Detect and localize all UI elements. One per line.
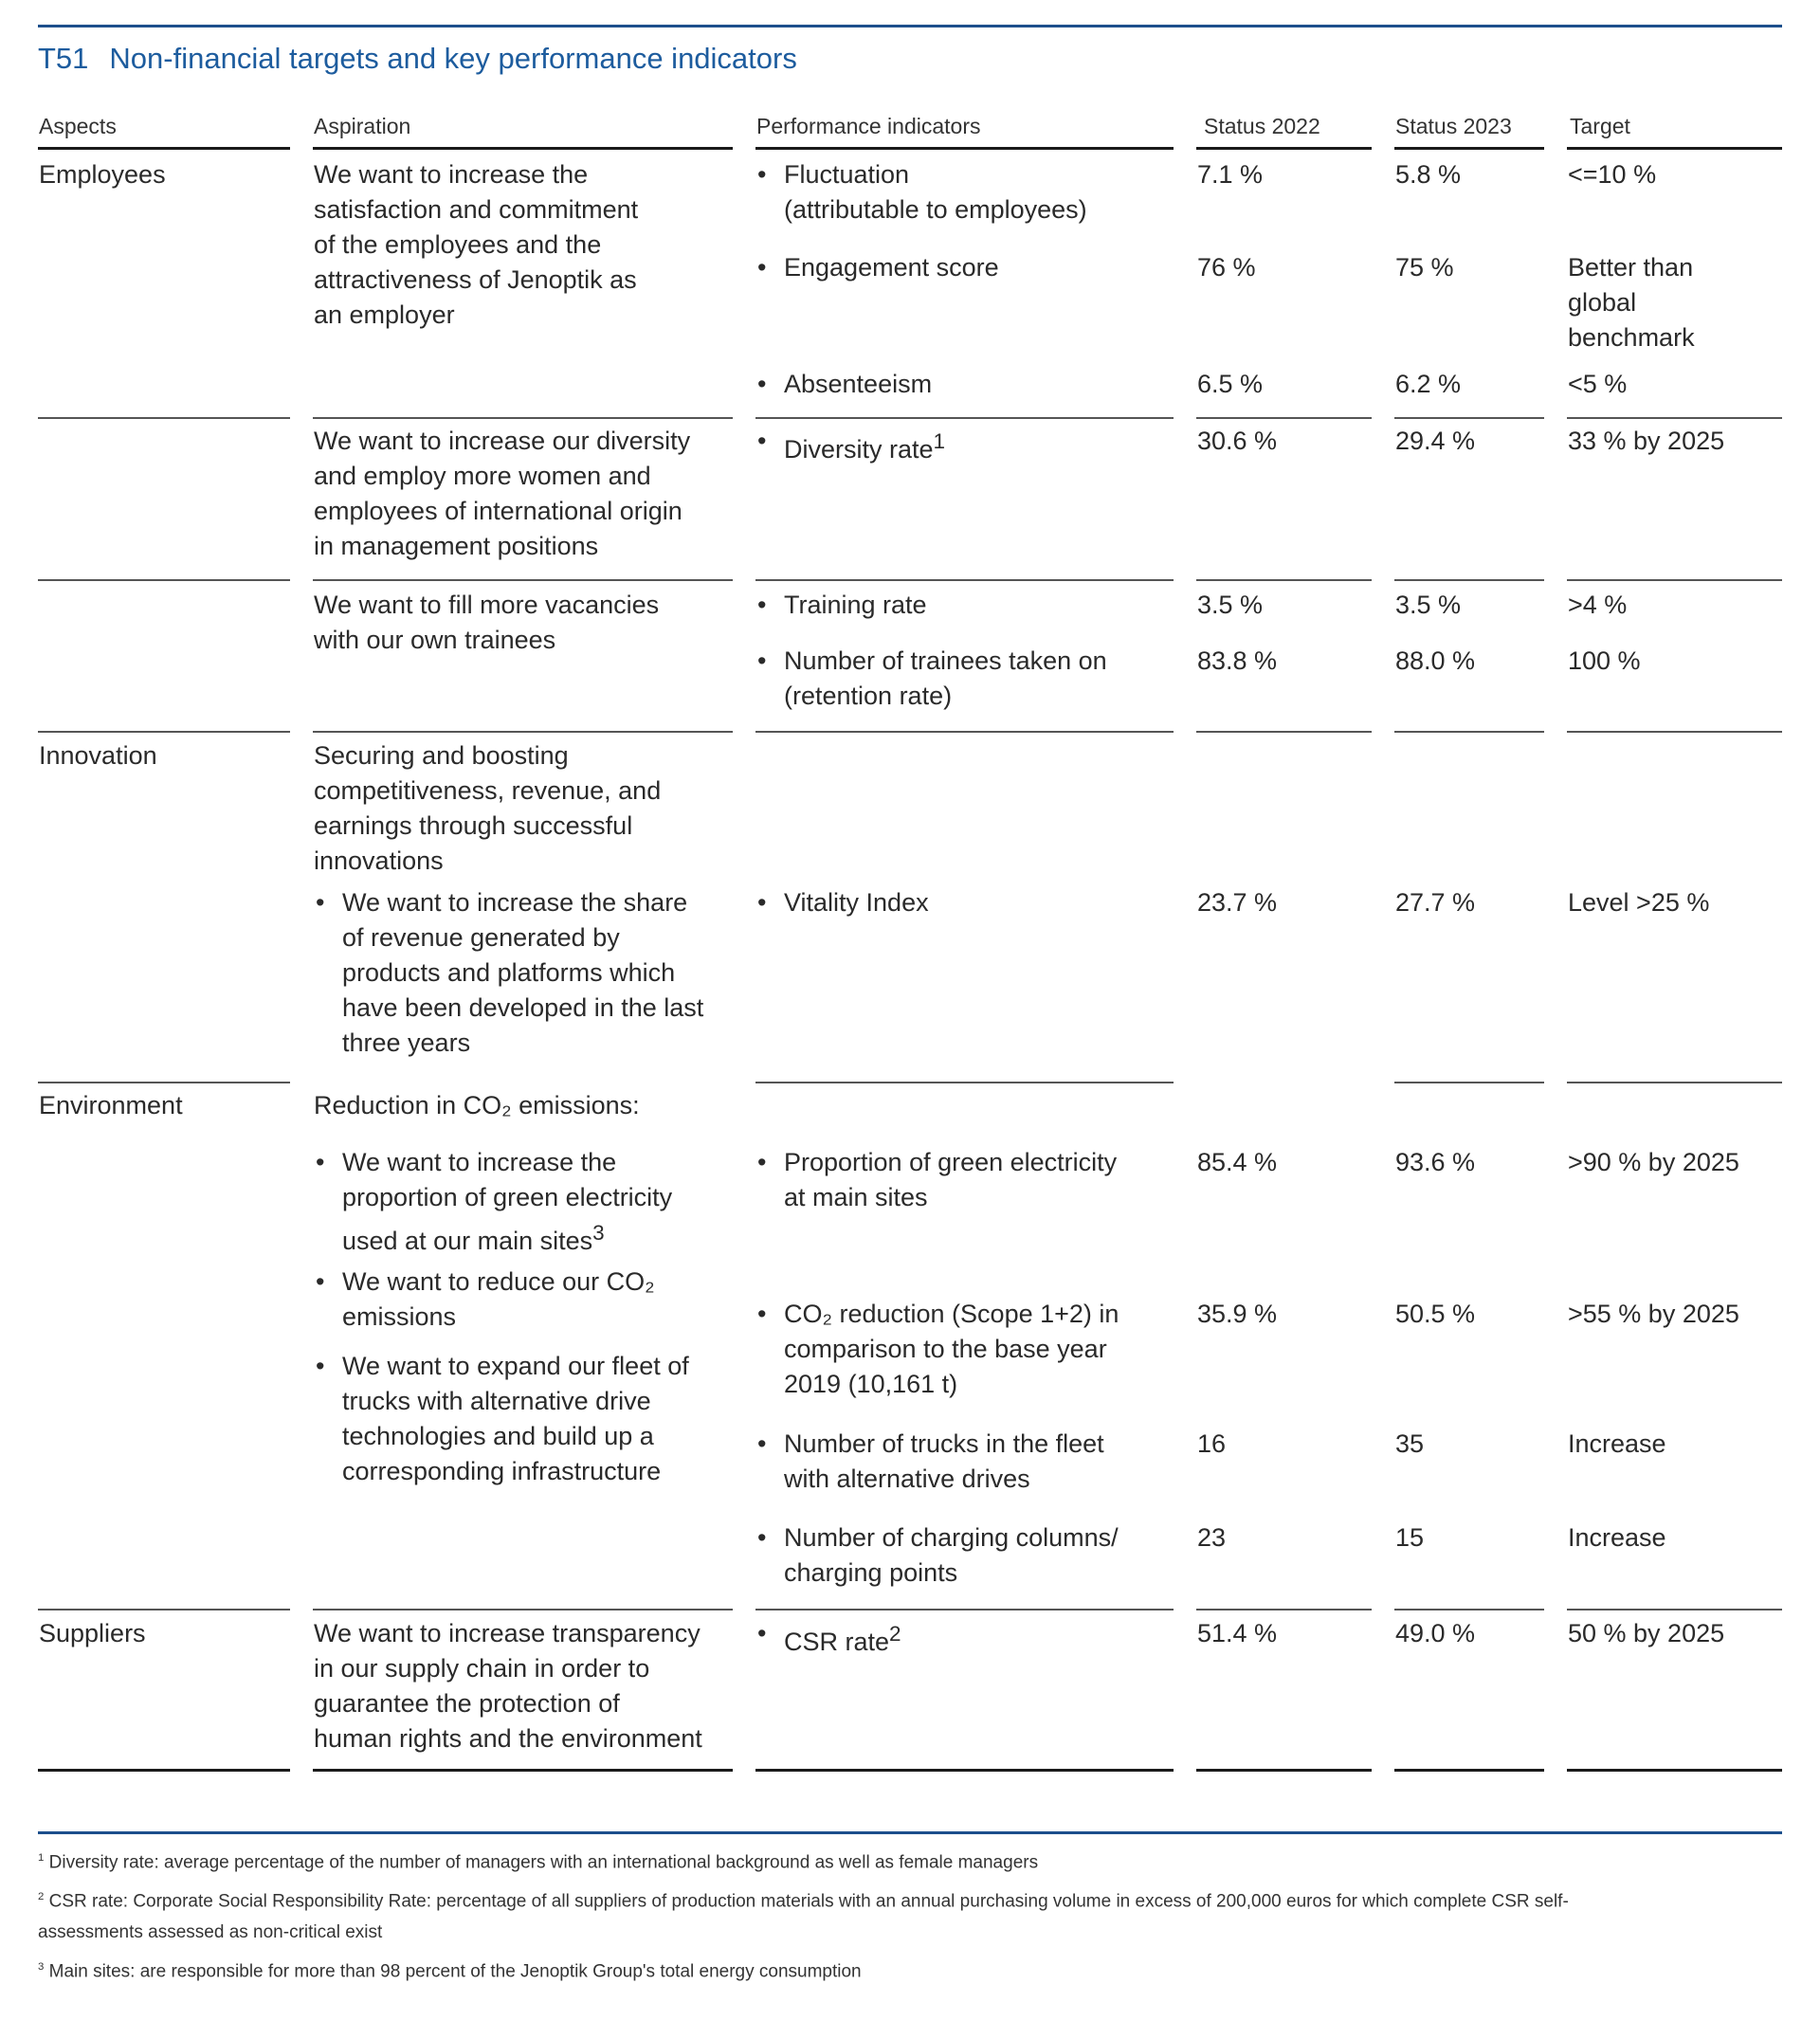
kpi-trucks: • Number of trucks in the fleet with alternative drives <box>784 1427 1104 1497</box>
footnote-3-text: Main sites: are responsible for more than 98 percent of the Jenoptik Group's total energy consumption <box>48 1961 862 1982</box>
kpi-vitality-index: • Vitality Index <box>784 885 929 920</box>
table-bottom-rule <box>755 1769 1174 1772</box>
row-divider <box>38 1609 290 1611</box>
row-divider <box>1567 1609 1782 1611</box>
aspiration-suppliers: We want to increase transparency in our supply chain in order to guarantee the protection of human rights and the environment <box>314 1619 702 1753</box>
table-code: T51 <box>38 42 89 75</box>
diversity-2023: 29.4 % <box>1395 427 1476 455</box>
aspect-environment: Environment <box>39 1091 183 1119</box>
vitality-2023: 27.7 % <box>1395 888 1476 917</box>
row-divider <box>1196 579 1372 581</box>
retention-target: 100 % <box>1568 646 1641 675</box>
footnote-2 <box>38 1882 1744 1948</box>
row-divider <box>1567 731 1782 733</box>
innovation-bullet: • We want to increase the share of revenue generated by products and platforms which have been developed in the last three years <box>342 885 703 1061</box>
kpi-green-electricity: • Proportion of green electricity at main sites <box>784 1145 1117 1215</box>
row-divider <box>1567 579 1782 581</box>
table-title <box>38 42 797 76</box>
green-electricity-2023: 93.6 % <box>1395 1148 1476 1176</box>
footnote-ref-1: 1 <box>933 429 946 453</box>
row-divider <box>1196 1609 1372 1611</box>
table-bottom-rule <box>1196 1769 1372 1772</box>
row-divider <box>755 1082 1174 1083</box>
footnote-2-number: 2 <box>38 1891 45 1902</box>
fluctuation-target: <=10 % <box>1568 160 1657 189</box>
header-aspiration: Aspiration <box>314 114 411 138</box>
diversity-2022: 30.6 % <box>1197 427 1278 455</box>
row-divider <box>38 1082 290 1083</box>
table-bottom-rule <box>38 1769 290 1772</box>
kpi-csr-rate <box>784 1616 901 1660</box>
absenteeism-2022: 6.5 % <box>1197 370 1264 398</box>
row-divider <box>313 1609 733 1611</box>
row-divider <box>1196 417 1372 419</box>
footnote-3-number: 3 <box>38 1961 45 1973</box>
diversity-rate-label: Diversity rate <box>784 435 934 464</box>
co2-2023: 50.5 % <box>1395 1300 1476 1328</box>
kpi-fluctuation: • Fluctuation (attributable to employees) <box>784 157 1087 227</box>
row-divider <box>755 417 1174 419</box>
kpi-absenteeism: • Absenteeism <box>784 367 932 402</box>
row-divider <box>1567 1082 1782 1083</box>
trucks-2022: 16 <box>1197 1429 1227 1458</box>
kpi-engagement: • Engagement score <box>784 250 999 285</box>
row-divider <box>755 731 1174 733</box>
header-status-2023: Status 2023 <box>1395 114 1512 138</box>
engagement-2022: 76 % <box>1197 253 1256 282</box>
csr-target: 50 % by 2025 <box>1568 1619 1725 1647</box>
table-bottom-rule <box>1394 1769 1544 1772</box>
header-rule <box>1394 147 1544 150</box>
engagement-target: Better than global benchmark <box>1568 253 1695 352</box>
row-divider <box>1394 579 1544 581</box>
kpi-co2-reduction: • CO₂ reduction (Scope 1+2) in comparison to the base year 2019 (10,161 t) <box>784 1297 1119 1402</box>
footnote-1-text: Diversity rate: average percentage of the number of managers with an international background as well as female managers <box>48 1852 1039 1873</box>
absenteeism-2023: 6.2 % <box>1395 370 1462 398</box>
vitality-target: Level >25 % <box>1568 888 1710 917</box>
row-divider <box>1196 731 1372 733</box>
retention-2022: 83.8 % <box>1197 646 1278 675</box>
fluctuation-2022: 7.1 % <box>1197 160 1264 189</box>
header-status-2022: Status 2022 <box>1204 114 1320 138</box>
aspiration-diversity: We want to increase our diversity and employ more women and employees of international origin in management positions <box>314 427 691 560</box>
charging-2022: 23 <box>1197 1523 1227 1552</box>
kpi-trainees-retention: • Number of trainees taken on (retention rate) <box>784 644 1107 714</box>
environment-bullet-green-electricity <box>342 1145 672 1259</box>
diversity-target: 33 % by 2025 <box>1568 427 1725 455</box>
footnote-3 <box>38 1952 1744 1987</box>
footnote-ref-3: 3 <box>592 1221 605 1245</box>
kpi-training-rate: • Training rate <box>784 588 927 623</box>
training-2022: 3.5 % <box>1197 591 1264 619</box>
csr-2022: 51.4 % <box>1197 1619 1278 1647</box>
footnote-2-text: CSR rate: Corporate Social Responsibility Rate: percentage of all suppliers of production materials with an annual purchasing volume in excess of 200,000 euros for which complete CSR self- assessments assessed as non-critical exist <box>38 1891 1569 1943</box>
green-electricity-text: We want to increase the proportion of green electricity used at our main sites <box>342 1148 673 1255</box>
absenteeism-target: <5 % <box>1568 370 1628 398</box>
row-divider <box>1394 731 1544 733</box>
row-divider <box>313 579 733 581</box>
header-aspects: Aspects <box>39 114 117 138</box>
row-divider <box>1394 417 1544 419</box>
csr-2023: 49.0 % <box>1395 1619 1476 1647</box>
row-divider <box>755 579 1174 581</box>
training-target: >4 % <box>1568 591 1628 619</box>
csr-rate-label: CSR rate <box>784 1628 890 1656</box>
header-rule <box>38 147 290 150</box>
footnote-1 <box>38 1843 1744 1878</box>
retention-2023: 88.0 % <box>1395 646 1476 675</box>
row-divider <box>38 417 290 419</box>
header-rule <box>1196 147 1372 150</box>
engagement-2023: 75 % <box>1395 253 1454 282</box>
trucks-2023: 35 <box>1395 1429 1425 1458</box>
header-rule <box>1567 147 1782 150</box>
kpi-charging-points: • Number of charging columns/ charging points <box>784 1520 1119 1591</box>
row-divider <box>313 417 733 419</box>
header-indicators: Performance indicators <box>756 114 981 138</box>
aspiration-environment: Reduction in CO₂ emissions: <box>314 1091 640 1119</box>
header-rule <box>755 147 1174 150</box>
vitality-2022: 23.7 % <box>1197 888 1278 917</box>
charging-2023: 15 <box>1395 1523 1425 1552</box>
row-divider <box>313 731 733 733</box>
footnote-ref-2: 2 <box>889 1622 901 1646</box>
footnote-rule <box>38 1831 1782 1834</box>
aspiration-innovation: Securing and boosting competitiveness, revenue, and earnings through successful innovations <box>314 741 662 875</box>
row-divider <box>755 1609 1174 1611</box>
table-bottom-rule <box>313 1769 733 1772</box>
row-divider <box>1394 1609 1544 1611</box>
header-target: Target <box>1570 114 1630 138</box>
aspect-suppliers: Suppliers <box>39 1619 146 1647</box>
environment-bullet-co2: • We want to reduce our CO₂ emissions <box>342 1265 655 1335</box>
aspiration-trainees: We want to fill more vacancies with our own trainees <box>314 591 660 654</box>
table-title-text: Non-financial targets and key performance indicators <box>109 42 797 75</box>
row-divider <box>1394 1082 1544 1083</box>
row-divider <box>1567 417 1782 419</box>
green-electricity-target: >90 % by 2025 <box>1568 1148 1739 1176</box>
training-2023: 3.5 % <box>1395 591 1462 619</box>
fluctuation-2023: 5.8 % <box>1395 160 1462 189</box>
table-bottom-rule <box>1567 1769 1782 1772</box>
aspiration-employees: We want to increase the satisfaction and commitment of the employees and the attractiveness of Jenoptik as an employer <box>314 160 639 329</box>
row-divider <box>38 731 290 733</box>
co2-target: >55 % by 2025 <box>1568 1300 1739 1328</box>
co2-2022: 35.9 % <box>1197 1300 1278 1328</box>
charging-target: Increase <box>1568 1523 1666 1552</box>
kpi-diversity-rate <box>784 424 945 467</box>
aspect-employees: Employees <box>39 160 166 189</box>
row-divider <box>38 579 290 581</box>
title-rule <box>38 25 1782 27</box>
header-rule <box>313 147 733 150</box>
trucks-target: Increase <box>1568 1429 1666 1458</box>
green-electricity-2022: 85.4 % <box>1197 1148 1278 1176</box>
environment-bullet-trucks: • We want to expand our fleet of trucks with alternative drive technologies and build up a corresponding infrastructure <box>342 1349 689 1489</box>
aspect-innovation: Innovation <box>39 741 157 770</box>
footnote-1-number: 1 <box>38 1852 45 1864</box>
